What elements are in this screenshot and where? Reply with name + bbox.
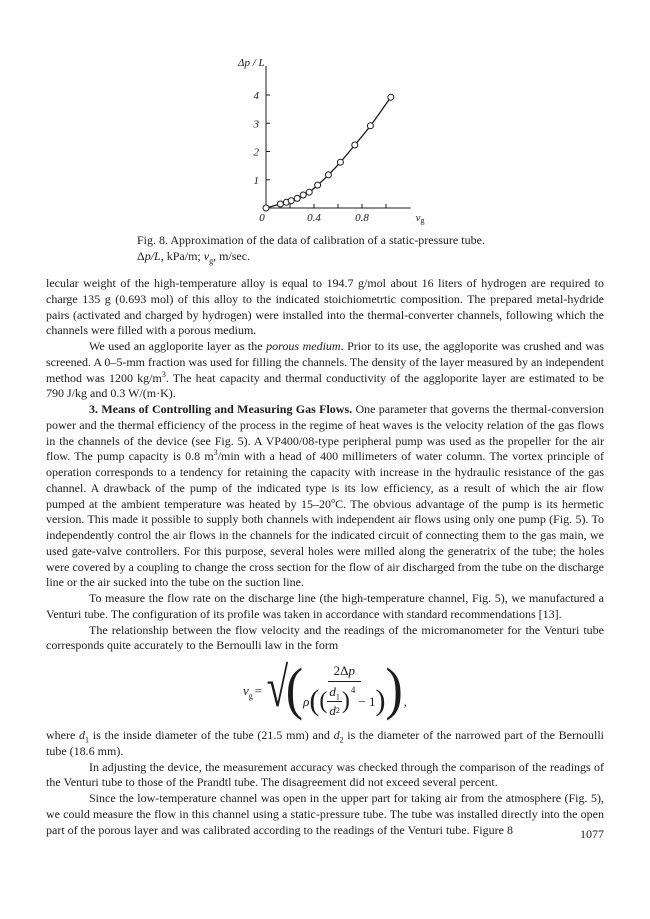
data-point-marker [306,189,312,195]
fit-curve [266,97,391,208]
calibration-plot [222,52,462,232]
y-tick-label: 3 [253,118,259,131]
data-point-marker [294,195,300,201]
x-tick-label: 0.8 [355,212,369,224]
paragraph: To measure the flow rate on the discharge line (the high-temperature channel, Fig. 5), we manufactured a Venturi tube. The configuration of its profile was taken in accordance with standard recommendations [13]. [46,591,604,621]
paragraph: We used an aggloporite layer as the porous medium. Prior to its use, the aggloporite was crushed and was screened. A 0–5-mm fraction was used for filling the channels. The density of the layer measured by an independent method was 1200 $kg/m^3$. The heat capacity and thermal conductivity of the aggloporite layer are estimated to be 790 J/kg and 0.3 W/(m·K). [46,339,604,401]
body-text [46,276,604,838]
figure-caption-line2: Δp/L, kPa/m; $v_g$, m/sec. [137,249,251,266]
x-axis-title: vg [415,212,425,225]
diameter-ratio-fraction: $d_1$ d 2 [329,684,340,718]
y-tick-label: 2 [253,146,259,159]
data-point-marker [367,123,373,129]
figure-caption [137,232,577,269]
paragraph: The relationship between the flow velocity and the readings of the micromanometer for the Venturi tube corresponds quite accurately to the Bernoulli law in the form [46,622,604,653]
data-point-marker [277,201,283,207]
minus-one: − 1 [358,693,376,709]
data-point-marker [325,172,331,178]
main-fraction [303,663,385,718]
exponent: 4 [350,684,356,695]
data-point-marker [263,205,269,211]
y-axis-title: Δp / L [238,57,265,69]
figure-8-chart [222,52,462,232]
x-tick-label: 0 [259,212,265,224]
equals-sign: = [254,683,263,699]
paragraph: In adjusting the device, the measurement accuracy was checked through the comparison of the readings of the Venturi tube to those of the Prandtl tube. The disagreement did not exceed several percent. [46,759,604,790]
bernoulli-equation: $v_g$ = √ ( 2Δp ρ ( ( $d_1$ d 2 ) 4 − 1 ) ) , [242,657,408,722]
y-tick-label: 4 [253,90,259,102]
x-tick-label: 0.4 [307,212,321,224]
paragraph: Since the low-temperature channel was open in the upper part for taking air from the atmosphere (Fig. 5), we could measure the flow in this channel using a static-pressure tube. The tube was installed directly into the open part of the porous layer and was calibrated according to the readings of the Venturi tube. Figure 8 [46,791,604,837]
page-number: 1077 [580,827,604,841]
data-point-marker [288,198,294,204]
fraction-numerator: 2Δp [328,663,361,682]
data-point-marker [300,192,306,198]
fraction-denominator: ρ ( ( $d_1$ d 2 ) 4 − 1 ) [303,684,386,718]
figure-caption-line1: Fig. 8. Approximation of the data of calibration of a static-pressure tube. [137,233,485,247]
equation-lhs: $v_g$ [242,683,253,701]
paragraph: where $d_1$ is the inside diameter of the tube (21.5 mm) and $d_2$ is the diameter of the narrowed part of the Bernoulli tube (18.6 mm). [46,728,604,758]
data-point-marker [352,142,358,148]
data-point-marker [315,182,321,188]
data-point-marker [388,94,394,100]
equation-trailing-comma: , [403,694,408,710]
paragraph: lecular weight of the high-temperature alloy is equal to 194.7 g/mol about 16 liters of hydrogen are required to charge 135 g (0.693 mol) of this alloy to the indicated stoichiometrtic composition. The prepared metal-hydride pairs (activated and charged by hydrogen) were installed into the thermal-converter channels, following which the channels were filled with a porous medium. [46,276,604,338]
y-tick-label: 1 [253,174,259,187]
data-point-marker [337,159,343,165]
paragraph: 3. Means of Controlling and Measuring Gas Flows. One parameter that governs the thermal-conversion power and the thermal efficiency of the process in the regime of heat waves is the velocity relation of the gas flows in the channels of the device (see Fig. 5). A VP400/08-type peripheral pump was used as the propeller for the air flow. The pump capacity is 0.8 $m^3/\min$ with a head of 400 millimeters of water column. The vortex principle of operation corresponds to a tendency for retaining the capacity with increase in the hydraulic resistance of the gas channel. A drawback of the pump of the indicated type is its low efficiency, as a result of which the air flow pumped at the ambient temperature was heated by 15–20$^o$C. The obvious advantage of the pump is its hermetic version. This made it possible to supply both channels with independent air flows using only one pump (Fig. 5). To independently control the air flows in the channels for the indicated circuit of connecting them to the gas main, we used gate-valve controllers. For this purpose, several holes were milled along the generatrix of the tube; the holes were covered by a coupling to change the cross section for the flow of air discharged from the tube on the discharge line or the air sucked into the tube on the suction line. [46,402,604,590]
paragraphs-before-formula [46,276,604,654]
paragraphs-after-formula [46,728,604,838]
